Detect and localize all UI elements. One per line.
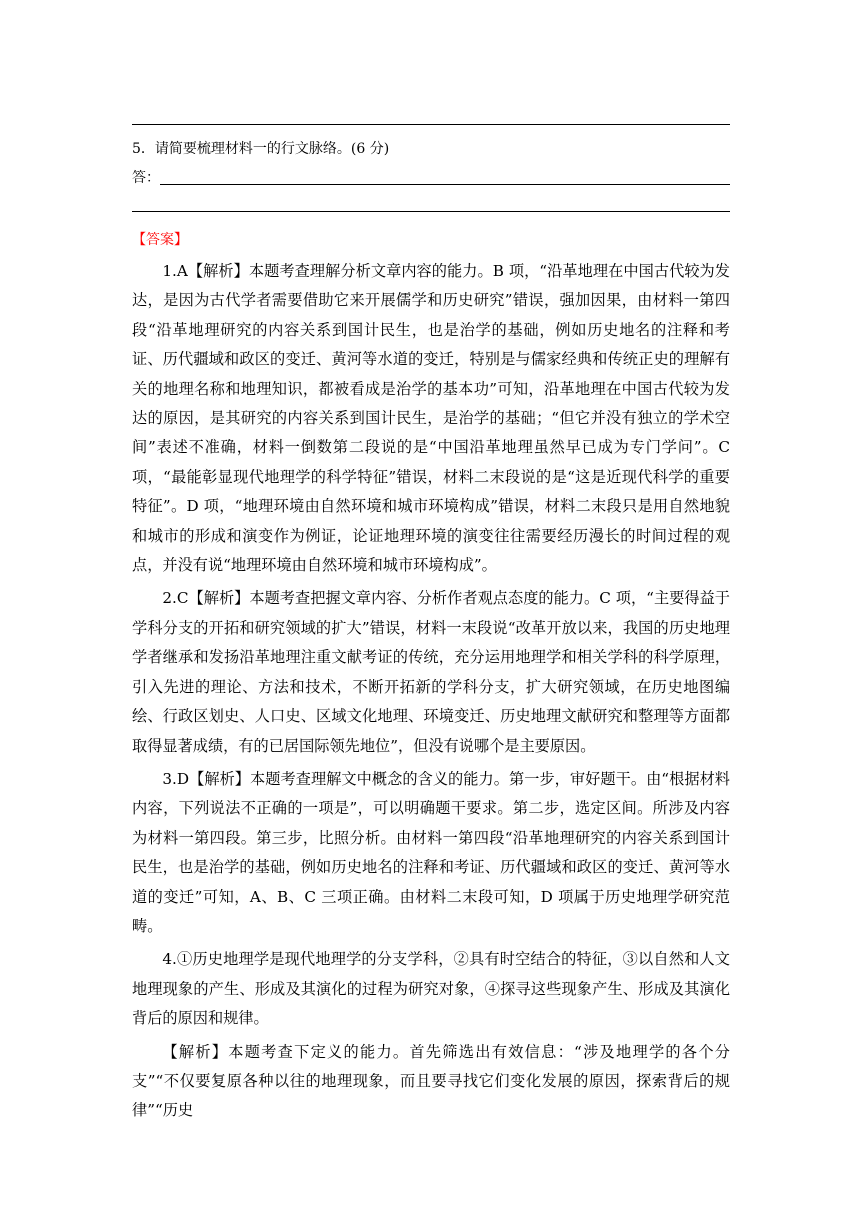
answer-line bbox=[160, 184, 730, 185]
explanation-paragraph-4: 4.①历史地理学是现代地理学的分支学科，②具有时空结合的特征，③以自然和人文地理现象的产生、形成及其演化的过程为研究对象，④探寻这些现象产生、形成及其演化背后的原因和规律。 bbox=[132, 950, 730, 1028]
explanation-paragraph-1: 1.A【解析】本题考查理解分析文章内容的能力。B 项，“沿革地理在中国古代较为发达，是因为古代学者需要借助它来开展儒学和历史研究”错误，强加因果，由材料一第四段“沿革地理研究的内容关系到国计民生，也是治学的基础，例如历史地名的注释和考证、历代疆域和政区的变迁、黄河等水道的变迁，特别是与儒家经典和传统正史的理解有关的地理名称和地理知识，都被看成是治学的基本功”可知，沿革地理在中国古代较为发达的原因，是其研究的内容关系到国计民生，是治学的基础；“但它并没有独立的学术空间”表述不准确，材料一倒数第二段说的是“中国沿革地理虽然早已成为专门学问”。C 项，“最能彰显现代地理学的科学特征”错误，材料二末段说的是“这是近现代科学的重要特征”。D 项，“地理环境由自然环境和城市环境构成”错误，材料二末段只是用自然地貌和城市的形成和演变作为例证，论证地理环境的演变往往需要经历漫长的时间过程的观点，并没有说“地理环境由自然环境和城市环境构成”。 bbox=[132, 262, 730, 575]
top-divider bbox=[132, 124, 730, 125]
explanation-paragraph-5: 【解析】本题考查下定义的能力。首先筛选出有效信息：“涉及地理学的各个分支”“不仅要复原各种以往的地理现象，而且要寻找它们变化发展的原因，探索背后的规律”“历史 bbox=[132, 1042, 730, 1120]
explanation-paragraph-2: 2.C【解析】本题考查把握文章内容、分析作者观点态度的能力。C 项，“主要得益于学科分支的开拓和研究领域的扩大”错误，材料一末段说“改革开放以来，我国的历史地理学者继承和发扬沿革地理注重文献考证的传统，充分运用地理学和相关学科的科学原理，引入先进的理论、方法和技术，不断开拓新的学科分支，扩大研究领域，在历史地图编绘、行政区划史、人口史、区域文化地理、环境变迁、历史地理文献研究和整理等方面都取得显著成绩，有的已居国际领先地位”，但没有说哪个是主要原因。 bbox=[132, 589, 730, 755]
answer-label: 答： bbox=[132, 170, 160, 186]
explanation-paragraph-3: 3.D【解析】本题考查理解文中概念的含义的能力。第一步，审好题干。由“根据材料内容，下列说法不正确的一项是”，可以明确题干要求。第二步，选定区间。所涉及内容为材料一第四段。第三步，比照分析。由材料一第四段“沿革地理研究的内容关系到国计民生，也是治学的基础，例如历史地名的注释和考证、历代疆域和政区的变迁、黄河等水道的变迁”可知，A、B、C 三项正确。由材料二末段可知，D 项属于历史地理学研究范畴。 bbox=[132, 769, 730, 935]
answer-heading: 【答案】 bbox=[132, 232, 188, 248]
answer-row bbox=[132, 167, 730, 189]
answer-second-line bbox=[132, 211, 730, 212]
question-5: 5．请简要梳理材料一的行文脉络。(6 分) bbox=[132, 141, 390, 157]
explanation-section bbox=[132, 257, 730, 1126]
